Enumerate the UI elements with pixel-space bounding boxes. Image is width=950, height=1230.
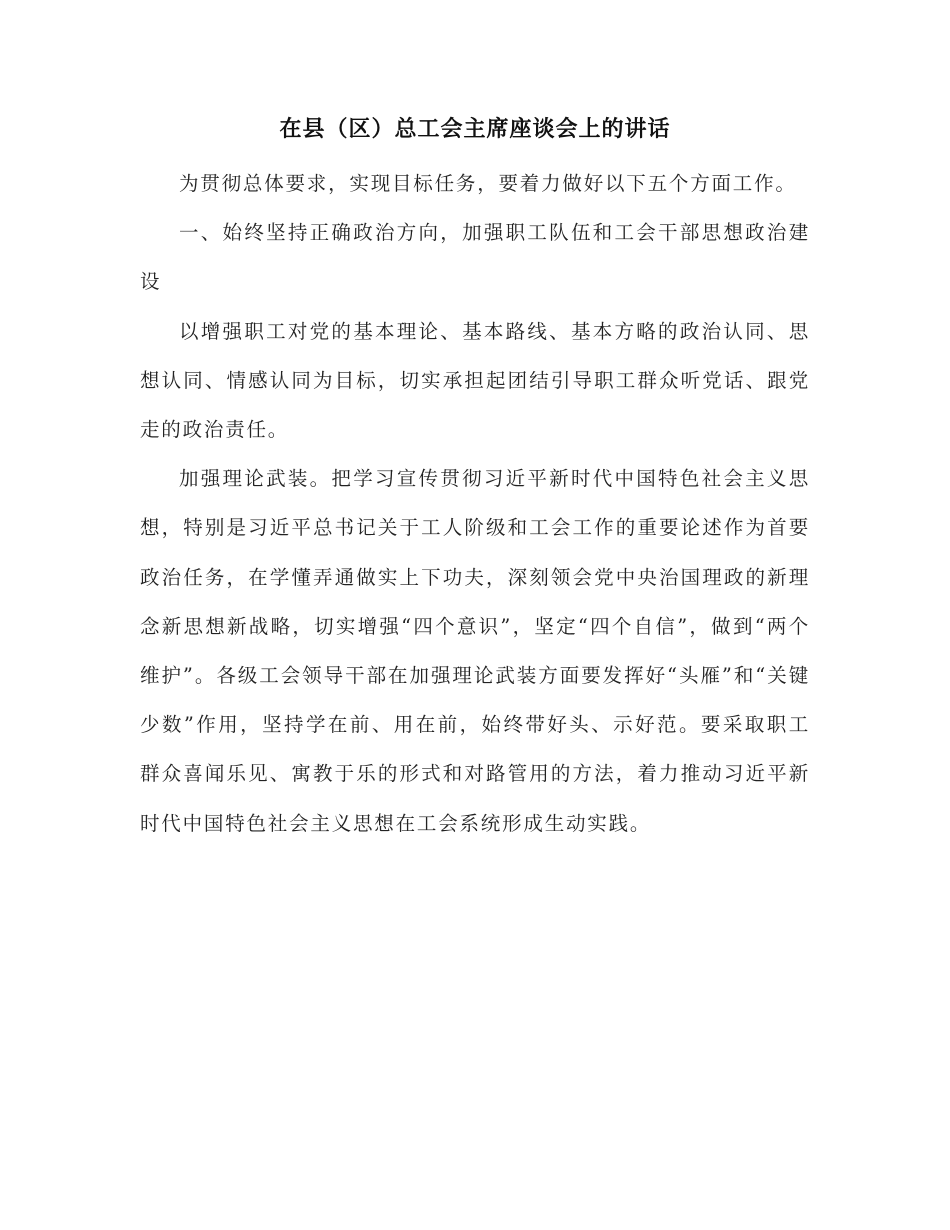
paragraph-intro: 为贯彻总体要求，实现目标任务，要着力做好以下五个方面工作。 xyxy=(179,172,797,195)
section-heading-1: 一、始终坚持正确政治方向，加强职工队伍和工会干部思想政治建设 xyxy=(140,221,810,294)
document-title: 在县（区）总工会主席座谈会上的讲话 xyxy=(279,116,671,142)
paragraph-goal: 以增强职工对党的基本理论、基本路线、基本方略的政治认同、思想认同、情感认同为目标，切实承担起团结引导职工群众听党话、跟党走的政治责任。 xyxy=(140,319,810,442)
paragraph-theory: 加强理论武装。把学习宣传贯彻习近平新时代中国特色社会主义思想，特别是习近平总书记关于工人阶级和工会工作的重要论述作为首要政治任务，在学懂弄通做实上下功夫，深刻领会党中央治国理政的新理念新思想新战略，切实增强“四个意识”，坚定“四个自信”，做到“两个维护”。各级工会领导干部在加强理论武装方面要发挥好“头雁”和“关键少数”作用，坚持学在前、用在前，始终带好头、示好范。要采取职工群众喜闻乐见、寓教于乐的形式和对路管用的方法，着力推动习近平新时代中国特色社会主义思想在工会系统形成生动实践。 xyxy=(140,467,810,835)
document-body xyxy=(140,159,810,848)
